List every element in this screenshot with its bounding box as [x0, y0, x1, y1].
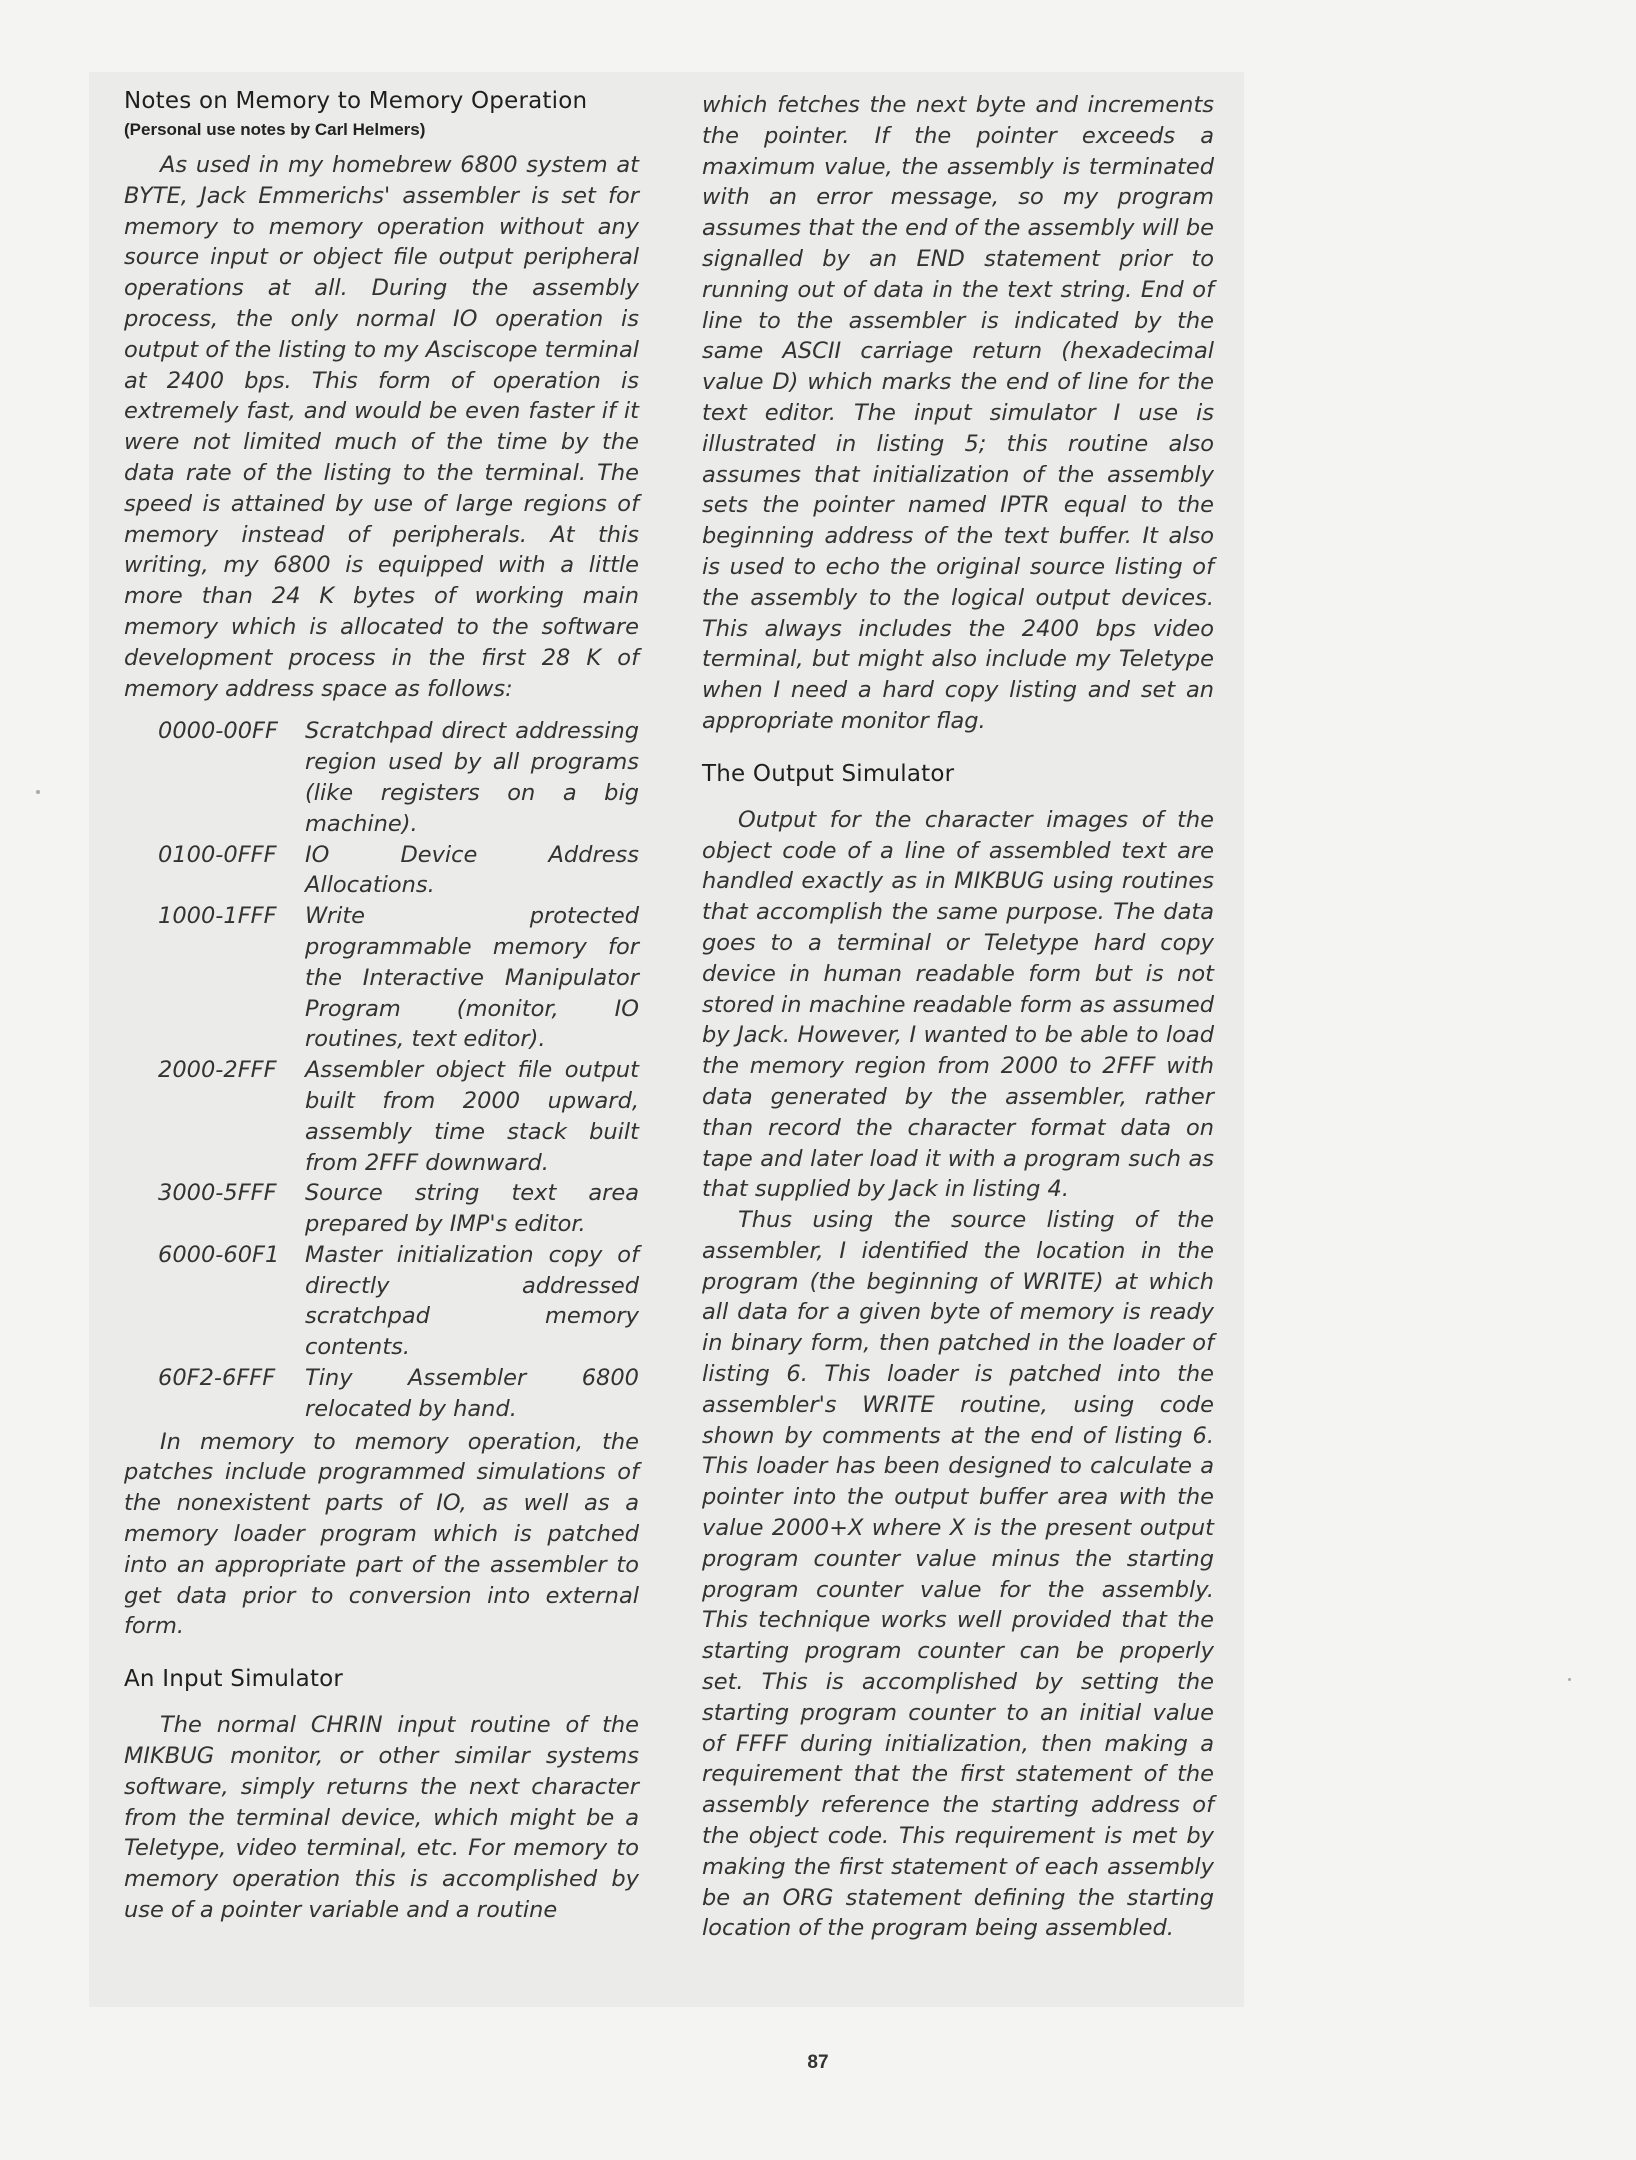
memory-map-entry: [124, 1178, 639, 1240]
continued-paragraph: which fetches the next byte and increments the pointer. If the pointer exceeds a maximum value, the assembly is terminated with an error message, so my program assumes that the end of the assembly will be signalled by an END statement prior to running out of data in the text string. End of line to the assembler is indicated by the same ASCII carriage return (hexadecimal value D) which marks the end of line for the text editor. The input simulator I use is illustrated in listing 5; this routine also assumes that initialization of the assembly sets the pointer named IPTR equal to the beginning address of the text buffer. It also is used to echo the original source listing of the assembly to the logical output devices. This always includes the 2400 bps video terminal, but might also include my Teletype when I need a hard copy listing and set an appropriate monitor flag.: [702, 92, 1214, 734]
input-simulator-paragraph: The normal CHRIN input routine of the MIKBUG monitor, or other similar systems software, simply returns the next character from the terminal device, which might be a Teletype, video terminal, etc. For memory to memory operation this is accomplished by use of a pointer variable and a routine: [124, 1712, 639, 1924]
memory-description: Assembler object file output built from 2000 upward, assembly time stack built from 2FFF downward.: [305, 1057, 639, 1176]
article-title: Notes on Memory to Memory Operation: [124, 88, 588, 114]
memory-range: 2000-2FFF: [158, 1057, 277, 1084]
memory-map-entry: [124, 716, 639, 839]
memory-map-entry: [124, 1055, 639, 1178]
memory-map-entry: [124, 840, 639, 902]
memory-range: 6000-60F1: [158, 1241, 280, 1268]
memory-description: Master initialization copy of directly addressed scratchpad memory contents.: [305, 1241, 639, 1361]
memory-description: Scratchpad direct addressing region used by all programs (like registers on a big machine).: [305, 718, 639, 837]
memory-description: Write protected programmable memory for the Interactive Manipulator Program (monitor, IO routines, text editor).: [305, 903, 639, 1053]
output-paragraph-2: Thus using the source listing of the assembler, I identified the location in the program (the beginning of WRITE) at which all data for a given byte of memory is ready in binary form, then patched in the loader of listing 6. This loader is patched into the assembler's WRITE routine, using code shown by comments at the end of listing 6. This loader has been designed to calculate a pointer into the output buffer area with the value 2000+X where X is the present output program counter value minus the starting program counter value for the assembly. This technique works well provided that the starting program counter can be properly set. This is accomplished by setting the starting program counter to an initial value of FFFF during initialization, then making a requirement that the first statement of the assembly reference the starting address of the object code. This requirement is met by making the first statement of each assembly be an ORG statement defining the starting location of the program being assembled.: [702, 1207, 1214, 1942]
right-column: [702, 72, 1214, 1944]
memory-range: 0100-0FFF: [158, 841, 277, 868]
memory-map-entry: [124, 901, 639, 1055]
scan-speck: [36, 790, 40, 794]
memory-map-entry: [124, 1240, 639, 1363]
memory-range: 0000-00FF: [158, 718, 278, 745]
output-simulator-heading: The Output Simulator: [702, 760, 955, 787]
memory-range: 60F2-6FFF: [158, 1365, 276, 1392]
memory-map-list: [124, 716, 639, 1424]
memory-description: Tiny Assembler 6800 relocated by hand.: [305, 1365, 639, 1422]
output-paragraph-1: Output for the character images of the object code of a line of assembled text are handled exactly as in MIKBUG using routines that accomplish the same purpose. The data goes to a terminal or Teletype hard copy device in human readable form but is not stored in machine readable form as assumed by Jack. However, I wanted to be able to load the memory region from 2000 to 2FFF with data generated by the assembler, rather than record the character format data on tape and later load it with a program such as that supplied by Jack in listing 4.: [702, 806, 1214, 1203]
article-panel: [89, 72, 1244, 2007]
scan-speck: [1568, 1678, 1571, 1681]
left-column: [124, 72, 639, 1926]
page-number: 87: [807, 2052, 829, 2073]
memory-range: 3000-5FFF: [158, 1180, 277, 1207]
memory-map-entry: [124, 1363, 639, 1425]
input-simulator-heading: An Input Simulator: [124, 1666, 344, 1693]
after-map-paragraph: In memory to memory operation, the patches include programmed simulations of the nonexistent parts of IO, as well as a memory loader program which is patched into an appropriate part of the assembler to get data prior to conversion into external form.: [124, 1428, 639, 1640]
intro-paragraph: As used in my homebrew 6800 system at BYTE, Jack Emmerichs' assembler is set for memory to memory operation without any source input or object file output peripheral operations at all. During the assembly process, the only normal IO operation is output of the listing to my Asciscope terminal at 2400 bps. This form of operation is extremely fast, and would be even faster if it were not limited much of the time by the data rate of the listing to the terminal. The speed is attained by use of large regions of memory instead of peripherals. At this writing, my 6800 is equipped with a little more than 24 K bytes of working main memory which is allocated to the software development process in the first 28 K of memory address space as follows:: [124, 152, 639, 702]
memory-description: Source string text area prepared by IMP's editor.: [305, 1180, 639, 1238]
memory-range: 1000-1FFF: [158, 903, 277, 930]
article-subtitle: (Personal use notes by Carl Helmers): [124, 120, 426, 139]
memory-description: IO Device Address Allocations.: [305, 841, 639, 899]
